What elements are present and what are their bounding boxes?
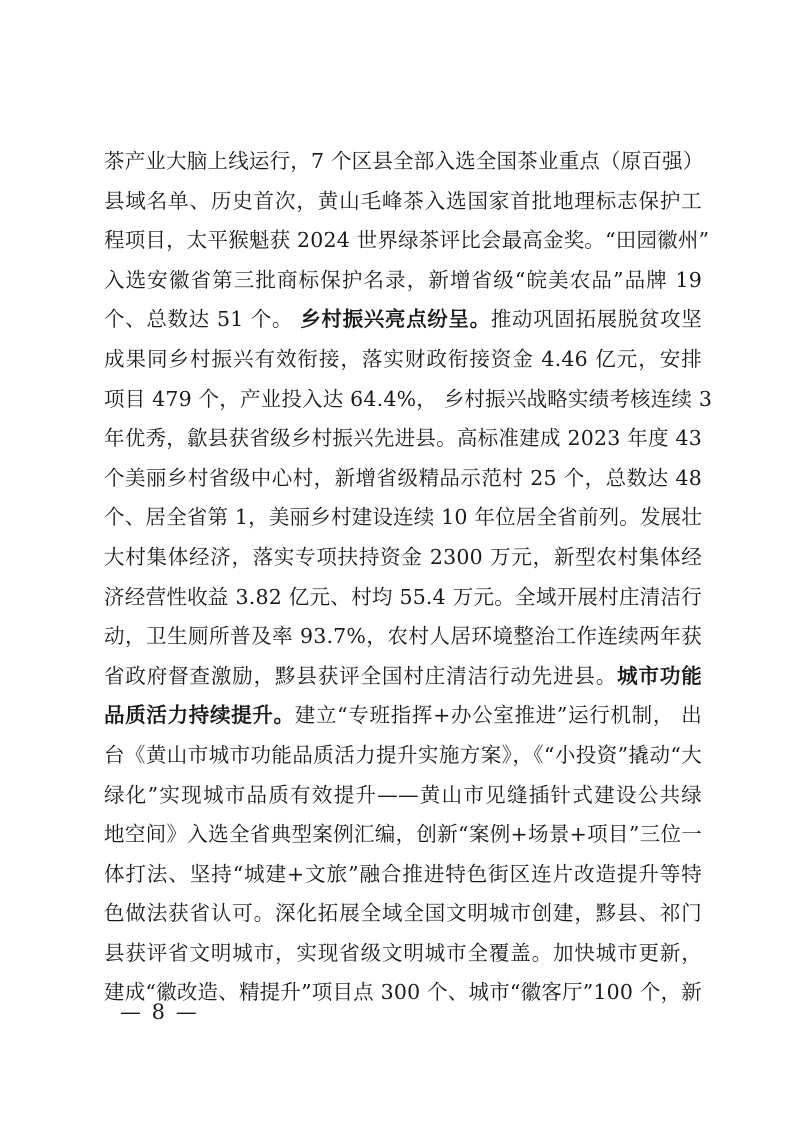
text-run: 年优秀，歙县获省级乡村振兴先进县。高标准建成 2023 年度 43	[104, 426, 702, 451]
text-line	[104, 617, 702, 657]
text-line	[104, 142, 702, 182]
text-line	[104, 815, 702, 855]
page-number: — 8 —	[120, 1000, 199, 1024]
text-run: 个、居全省第 1，美丽乡村建设连续 10 年位居全省前列。发展壮	[104, 505, 703, 530]
text-line	[104, 736, 702, 776]
text-line	[104, 300, 702, 340]
text-line	[104, 657, 702, 697]
text-line	[104, 894, 702, 934]
text-line	[104, 221, 710, 261]
text-run: 建立“专班指挥+办公室推进”运行机制， 出	[294, 703, 702, 728]
document-body	[104, 142, 713, 1013]
text-run: 体打法、坚持“城建+文旅”融合推进特色街区连片改造提升等特	[104, 861, 702, 886]
bold-heading-run: 品质活力持续提升。	[104, 703, 295, 728]
text-run: 个、总数达 51 个。	[104, 307, 301, 332]
text-run: 大村集体经济，落实专项扶持资金 2300 万元，新型农村集体经	[104, 544, 702, 569]
text-line	[104, 855, 702, 895]
text-line	[104, 498, 702, 538]
bold-heading-run: 城市功能	[617, 663, 702, 688]
text-line	[104, 340, 702, 380]
text-line	[104, 419, 702, 459]
text-run: 省政府督查激励，黟县获评全国村庄清洁行动先进县。	[104, 663, 618, 688]
text-run: 程项目，太平猴魁获 2024 世界绿茶评比会最高金奖。“田园徽州”	[104, 228, 710, 253]
text-run: 个美丽乡村省级中心村，新增省级精品示范村 25 个，总数达 48	[104, 465, 702, 490]
text-run: 台《黄山市城市功能品质活力提升实施方案》，《“小投资”撬动“大	[104, 742, 702, 767]
text-line	[104, 261, 702, 301]
text-run: 色做法获省认可。深化拓展全域全国文明城市创建，黟县、祁门	[104, 901, 702, 926]
bold-heading-run: 乡村振兴亮点纷呈。	[300, 307, 491, 332]
text-run: 推动巩固拓展脱贫攻坚	[490, 307, 702, 332]
text-run: 济经营性收益 3.82 亿元、村均 55.4 万元。全域开展村庄清洁行	[104, 584, 702, 609]
text-line	[104, 459, 702, 499]
text-run: 县获评省文明城市，实现省级文明城市全覆盖。加快城市更新，	[104, 940, 702, 965]
text-run: 绿化”实现城市品质有效提升——黄山市见缝插针式建设公共绿	[104, 782, 702, 807]
text-run: 成果同乡村振兴有效衔接，落实财政衔接资金 4.46 亿元，安排	[104, 346, 702, 371]
text-line	[104, 578, 702, 618]
text-run: 动，卫生厕所普及率 93.7%，农村人居环境整治工作连续两年获	[104, 624, 702, 649]
text-run: 县域名单、历史首次，黄山毛峰茶入选国家首批地理标志保护工	[104, 188, 702, 213]
text-run: 项目 479 个，产业投入达 64.4%， 乡村振兴战略实绩考核连续 3	[104, 386, 713, 411]
text-line	[104, 776, 702, 816]
text-line	[104, 538, 702, 578]
text-line	[104, 934, 702, 974]
text-run: 入选安徽省第三批商标保护名录，新增省级“皖美农品”品牌 19	[104, 267, 702, 292]
text-line	[104, 380, 713, 420]
text-line	[104, 182, 702, 222]
text-run: 茶产业大脑上线运行，7 个区县全部入选全国茶业重点（原百强）	[104, 149, 704, 173]
text-run: 建成“徽改造、精提升”项目点 300 个、城市“徽客厅”100 个，新	[104, 980, 702, 1005]
text-line	[104, 696, 702, 736]
text-run: 地空间》入选全省典型案例汇编，创新“案例+场景+项目”三位一	[104, 822, 702, 847]
